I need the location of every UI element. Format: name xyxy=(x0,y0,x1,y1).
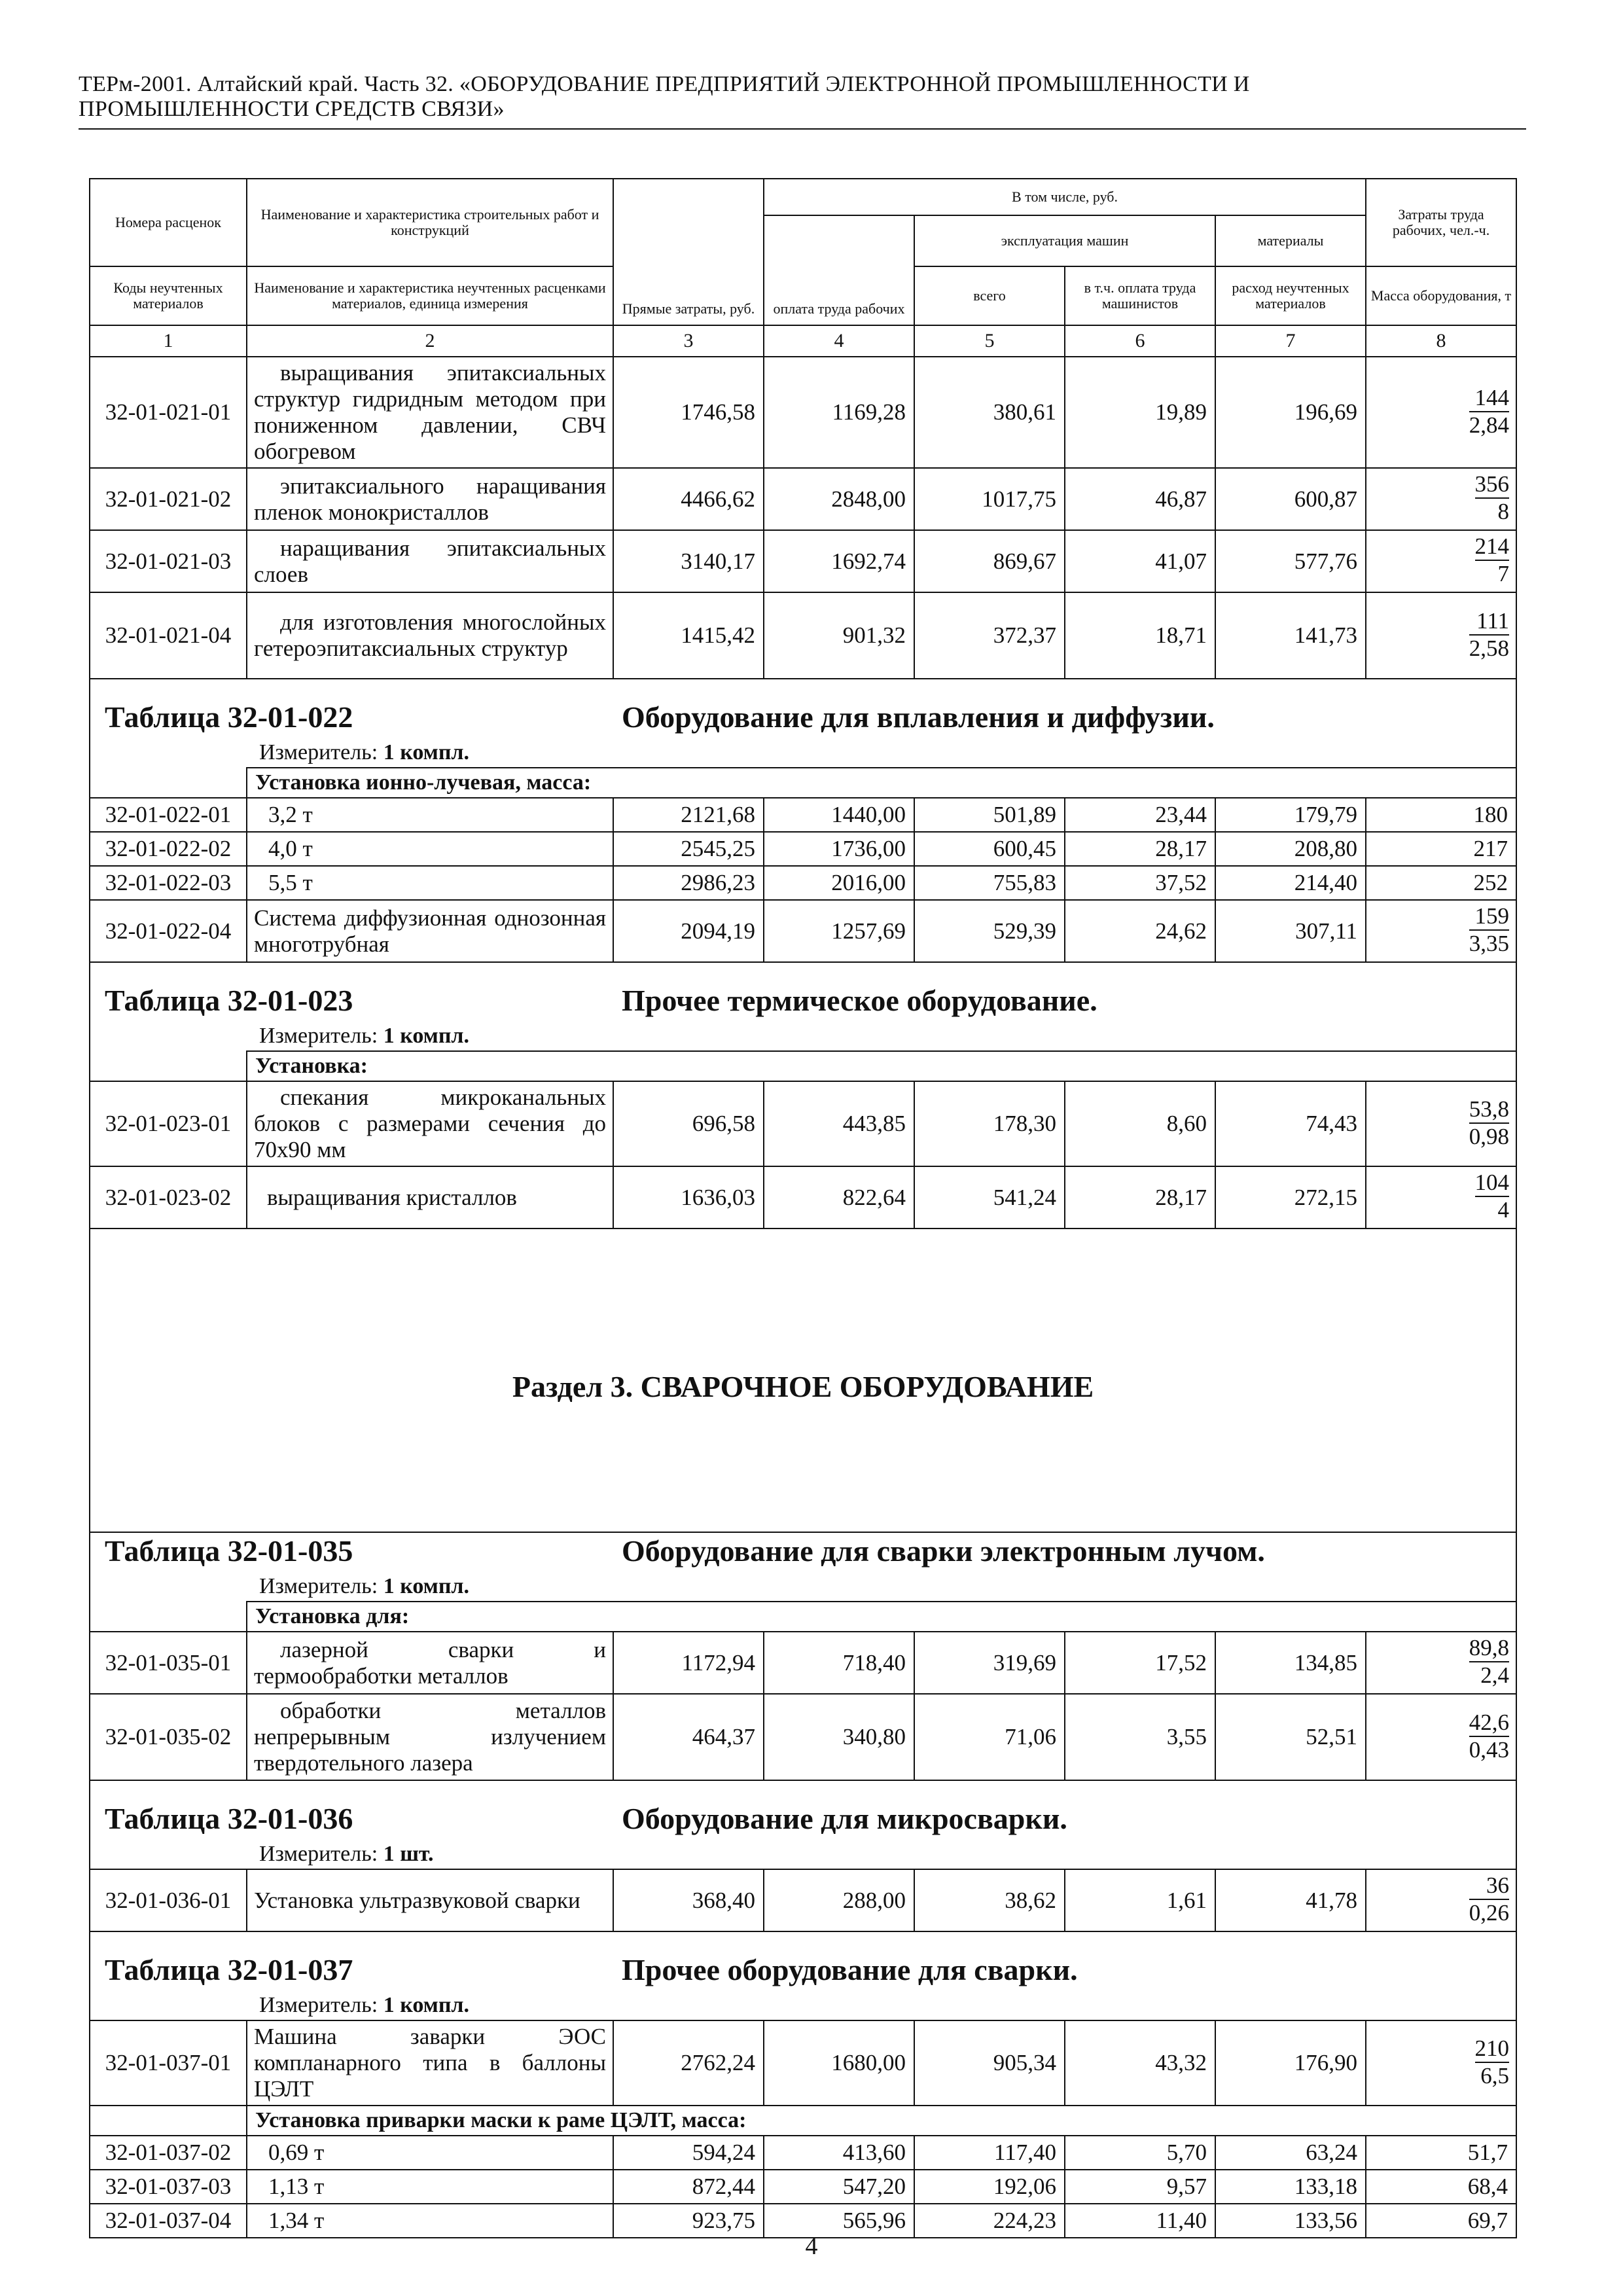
equipment-mass: 2,84 xyxy=(1469,412,1510,438)
machines-total: 192,06 xyxy=(914,2170,1065,2204)
machines-total: 71,06 xyxy=(914,1694,1065,1780)
measure-unit: 1 компл. xyxy=(383,1024,470,1048)
column-numbers-row xyxy=(90,325,1516,357)
materials: 600,87 xyxy=(1215,468,1366,530)
labor-hours: 36 xyxy=(1469,1874,1509,1900)
machinists-wages: 9,57 xyxy=(1065,2170,1215,2204)
table-caption xyxy=(90,1532,1516,1602)
group-title: Установка для: xyxy=(247,1602,1516,1632)
machinists-wages: 3,55 xyxy=(1065,1694,1215,1780)
rate-code: 32-01-021-03 xyxy=(90,530,247,592)
col-head-numbers: Номера расценок xyxy=(90,179,247,266)
table-code: Таблица 32-01-036 xyxy=(105,1802,353,1835)
rate-code: 32-01-037-01 xyxy=(90,2020,247,2106)
direct-cost: 4466,62 xyxy=(613,468,764,530)
group-row xyxy=(90,1051,1516,1081)
machinists-wages: 11,40 xyxy=(1065,2204,1215,2238)
rate-name: наращивания эпитаксиальных слоев xyxy=(247,530,613,592)
rate-code: 32-01-021-02 xyxy=(90,468,247,530)
materials: 577,76 xyxy=(1215,530,1366,592)
machines-total: 869,67 xyxy=(914,530,1065,592)
direct-cost: 368,40 xyxy=(613,1869,764,1931)
table-row xyxy=(90,1081,1516,1166)
wages: 901,32 xyxy=(764,592,914,679)
labor-hours: 214 xyxy=(1475,535,1510,561)
labor-mass xyxy=(1366,1869,1516,1931)
machinists-wages: 23,44 xyxy=(1065,798,1215,832)
materials: 214,40 xyxy=(1215,866,1366,900)
wages: 1736,00 xyxy=(764,832,914,866)
equipment-mass: 3,35 xyxy=(1469,931,1510,956)
wages: 1692,74 xyxy=(764,530,914,592)
wages: 1257,69 xyxy=(764,900,914,962)
wages: 822,64 xyxy=(764,1166,914,1229)
equipment-mass: 0,26 xyxy=(1469,1900,1510,1926)
machines-total: 755,83 xyxy=(914,866,1065,900)
machines-total: 529,39 xyxy=(914,900,1065,962)
table-title: Оборудование для сварки электронным лучом. xyxy=(622,1534,1265,1568)
document-header xyxy=(79,72,1525,122)
machinists-wages: 41,07 xyxy=(1065,530,1215,592)
rate-name: Установка ультразвуковой сварки xyxy=(247,1869,613,1931)
machinists-wages: 5,70 xyxy=(1065,2136,1215,2170)
table-caption xyxy=(90,1780,1516,1869)
labor-hours: 252 xyxy=(1366,866,1516,900)
rate-code: 32-01-023-02 xyxy=(90,1166,247,1229)
direct-cost: 696,58 xyxy=(613,1081,764,1166)
rate-code: 32-01-037-03 xyxy=(90,2170,247,2204)
table-code: Таблица 32-01-035 xyxy=(105,1534,353,1568)
col-head-mach-wages: в т.ч. оплата труда машинистов xyxy=(1065,266,1215,325)
equipment-mass: 0,98 xyxy=(1469,1123,1510,1149)
direct-cost: 923,75 xyxy=(613,2204,764,2238)
machines-total: 1017,75 xyxy=(914,468,1065,530)
rate-code: 32-01-022-04 xyxy=(90,900,247,962)
table-title: Прочее термическое оборудование. xyxy=(622,984,1097,1017)
wages: 1680,00 xyxy=(764,2020,914,2106)
col-number: 3 xyxy=(613,325,764,357)
table-caption xyxy=(90,679,1516,768)
labor-mass xyxy=(1366,1081,1516,1166)
rate-name: спекания микроканальных блоков с размерами сечения до 70х90 мм xyxy=(247,1081,613,1166)
equipment-mass: 2,58 xyxy=(1469,635,1510,661)
table-title: Прочее оборудование для сварки. xyxy=(622,1953,1078,1986)
col-number: 5 xyxy=(914,325,1065,357)
rate-code: 32-01-022-02 xyxy=(90,832,247,866)
materials: 141,73 xyxy=(1215,592,1366,679)
table-row xyxy=(90,530,1516,592)
measure-label: Измеритель: xyxy=(259,1993,378,2017)
table-row xyxy=(90,2136,1516,2170)
col-head-consumption: расход неучтенных материалов xyxy=(1215,266,1366,325)
rate-name: 3,2 т xyxy=(247,798,613,832)
rate-name: Система диффузионная однозонная многотрубная xyxy=(247,900,613,962)
machinists-wages: 46,87 xyxy=(1065,468,1215,530)
direct-cost: 1172,94 xyxy=(613,1632,764,1694)
rate-code: 32-01-023-01 xyxy=(90,1081,247,1166)
table-measure xyxy=(105,1841,1508,1867)
rate-name: 5,5 т xyxy=(247,866,613,900)
rate-name: 0,69 т xyxy=(247,2136,613,2170)
equipment-mass: 0,43 xyxy=(1469,1736,1510,1763)
table-row xyxy=(90,2170,1516,2204)
machinists-wages: 18,71 xyxy=(1065,592,1215,679)
group-row xyxy=(90,2106,1516,2136)
col-number: 7 xyxy=(1215,325,1366,357)
machines-total: 117,40 xyxy=(914,2136,1065,2170)
table-row xyxy=(90,468,1516,530)
col-head-name: Наименование и характеристика строительных работ и конструкций xyxy=(247,179,613,266)
labor-hours: 159 xyxy=(1469,905,1509,931)
labor-mass xyxy=(1366,468,1516,530)
wages: 565,96 xyxy=(764,2204,914,2238)
table-row xyxy=(90,2020,1516,2106)
materials: 307,11 xyxy=(1215,900,1366,962)
col-head-including: В том числе, руб. xyxy=(764,179,1366,215)
rate-code: 32-01-021-04 xyxy=(90,592,247,679)
labor-hours: 51,7 xyxy=(1366,2136,1516,2170)
rate-name: 4,0 т xyxy=(247,832,613,866)
machinists-wages: 28,17 xyxy=(1065,1166,1215,1229)
measure-label: Измеритель: xyxy=(259,1574,378,1598)
direct-cost: 464,37 xyxy=(613,1694,764,1780)
table-row xyxy=(90,798,1516,832)
table-row xyxy=(90,866,1516,900)
group-title: Установка приварки маски к раме ЦЭЛТ, масса: xyxy=(247,2106,1516,2136)
section-row xyxy=(90,1229,1516,1532)
wages: 340,80 xyxy=(764,1694,914,1780)
machinists-wages: 43,32 xyxy=(1065,2020,1215,2106)
machines-total: 600,45 xyxy=(914,832,1065,866)
machinists-wages: 17,52 xyxy=(1065,1632,1215,1694)
rate-name: 1,34 т xyxy=(247,2204,613,2238)
direct-cost: 3140,17 xyxy=(613,530,764,592)
rate-code: 32-01-035-01 xyxy=(90,1632,247,1694)
machinists-wages: 37,52 xyxy=(1065,866,1215,900)
group-row xyxy=(90,1602,1516,1632)
labor-hours: 69,7 xyxy=(1366,2204,1516,2238)
rate-name: лазерной сварки и термообработки металлов xyxy=(247,1632,613,1694)
col-number: 8 xyxy=(1366,325,1516,357)
measure-label: Измеритель: xyxy=(259,1842,378,1866)
wages: 1169,28 xyxy=(764,357,914,468)
materials: 74,43 xyxy=(1215,1081,1366,1166)
wages: 547,20 xyxy=(764,2170,914,2204)
machinists-wages: 8,60 xyxy=(1065,1081,1215,1166)
direct-cost: 2762,24 xyxy=(613,2020,764,2106)
direct-cost: 872,44 xyxy=(613,2170,764,2204)
col-head-labor: Затраты труда рабочих, чел.-ч. xyxy=(1366,179,1516,266)
group-title: Установка ионно-лучевая, масса: xyxy=(247,768,1516,798)
table-heading-037 xyxy=(90,1931,1516,2020)
measure-unit: 1 шт. xyxy=(383,1842,434,1866)
direct-cost: 1636,03 xyxy=(613,1166,764,1229)
table-measure xyxy=(105,740,1508,766)
table-code: Таблица 32-01-022 xyxy=(105,700,353,734)
labor-hours: 217 xyxy=(1366,832,1516,866)
machines-total: 38,62 xyxy=(914,1869,1065,1931)
wages: 718,40 xyxy=(764,1632,914,1694)
group-row xyxy=(90,768,1516,798)
wages: 413,60 xyxy=(764,2136,914,2170)
machines-total: 319,69 xyxy=(914,1632,1065,1694)
rate-code: 32-01-036-01 xyxy=(90,1869,247,1931)
table-measure xyxy=(105,1992,1508,2018)
machinists-wages: 24,62 xyxy=(1065,900,1215,962)
rate-name: выращивания эпитаксиальных структур гидридным методом при пониженном давлении, СВЧ обогревом xyxy=(247,357,613,468)
direct-cost: 1746,58 xyxy=(613,357,764,468)
table-caption xyxy=(90,962,1516,1051)
labor-hours: 180 xyxy=(1366,798,1516,832)
labor-hours: 104 xyxy=(1475,1171,1510,1197)
table-row xyxy=(90,1166,1516,1229)
machines-total: 224,23 xyxy=(914,2204,1065,2238)
labor-mass xyxy=(1366,1166,1516,1229)
direct-cost: 1415,42 xyxy=(613,592,764,679)
wages: 2848,00 xyxy=(764,468,914,530)
col-head-mach-total: всего xyxy=(914,266,1065,325)
table-row xyxy=(90,1694,1516,1780)
measure-unit: 1 компл. xyxy=(383,740,470,764)
materials: 63,24 xyxy=(1215,2136,1366,2170)
header-rule xyxy=(79,128,1526,130)
wages: 1440,00 xyxy=(764,798,914,832)
labor-hours: 68,4 xyxy=(1366,2170,1516,2204)
labor-mass xyxy=(1366,2020,1516,2106)
rates-sheet xyxy=(89,178,1516,2238)
col-head-materials: материалы xyxy=(1215,215,1366,266)
direct-cost: 594,24 xyxy=(613,2136,764,2170)
machines-total: 541,24 xyxy=(914,1166,1065,1229)
table-row xyxy=(90,1632,1516,1694)
measure-label: Измеритель: xyxy=(259,1024,378,1048)
wages: 2016,00 xyxy=(764,866,914,900)
table-caption xyxy=(90,1931,1516,2020)
machinists-wages: 28,17 xyxy=(1065,832,1215,866)
table-row xyxy=(90,592,1516,679)
wages: 443,85 xyxy=(764,1081,914,1166)
materials: 41,78 xyxy=(1215,1869,1366,1931)
rate-code: 32-01-037-02 xyxy=(90,2136,247,2170)
direct-cost: 2986,23 xyxy=(613,866,764,900)
table-row xyxy=(90,1869,1516,1931)
labor-mass xyxy=(1366,900,1516,962)
rate-code: 32-01-022-01 xyxy=(90,798,247,832)
labor-hours: 356 xyxy=(1475,473,1510,499)
table-title: Оборудование для микросварки. xyxy=(622,1802,1067,1835)
materials: 176,90 xyxy=(1215,2020,1366,2106)
col-head-machines: эксплуатация машин xyxy=(914,215,1215,266)
col-head-direct: Прямые затраты, руб. xyxy=(613,179,764,325)
direct-cost: 2545,25 xyxy=(613,832,764,866)
labor-hours: 111 xyxy=(1469,609,1509,636)
labor-mass xyxy=(1366,357,1516,468)
rate-name: 1,13 т xyxy=(247,2170,613,2204)
col-head-unaccounted: Наименование и характеристика неучтенных расценками материалов, единица измерения xyxy=(247,266,613,325)
col-head-mass: Масса оборудования, т xyxy=(1366,266,1516,325)
equipment-mass: 6,5 xyxy=(1480,2062,1510,2089)
machines-total: 905,34 xyxy=(914,2020,1065,2106)
machinists-wages: 19,89 xyxy=(1065,357,1215,468)
table-heading-023 xyxy=(90,962,1516,1051)
rate-name: для изготовления многослойных гетероэпитаксиальных структур xyxy=(247,592,613,679)
col-head-wages: оплата труда рабочих xyxy=(764,215,914,325)
measure-label: Измеритель: xyxy=(259,740,378,764)
measure-unit: 1 компл. xyxy=(383,1993,470,2017)
table-code: Таблица 32-01-037 xyxy=(105,1953,353,1986)
table-heading-036 xyxy=(90,1780,1516,1869)
rate-code: 32-01-035-02 xyxy=(90,1694,247,1780)
table-title: Оборудование для вплавления и диффузии. xyxy=(622,700,1215,734)
labor-hours: 210 xyxy=(1475,2037,1510,2063)
measure-unit: 1 компл. xyxy=(383,1574,470,1598)
materials: 208,80 xyxy=(1215,832,1366,866)
table-measure xyxy=(105,1023,1508,1049)
rate-name: выращивания кристаллов xyxy=(247,1166,613,1229)
rate-name: обработки металлов непрерывным излучением твердотельного лазера xyxy=(247,1694,613,1780)
col-number: 2 xyxy=(247,325,613,357)
equipment-mass: 7 xyxy=(1497,561,1510,586)
labor-mass xyxy=(1366,592,1516,679)
table-row xyxy=(90,900,1516,962)
labor-mass xyxy=(1366,1632,1516,1694)
labor-mass xyxy=(1366,1694,1516,1780)
labor-hours: 89,8 xyxy=(1469,1636,1509,1662)
rate-name: Машина заварки ЭОС компланарного типа в баллоны ЦЭЛТ xyxy=(247,2020,613,2106)
equipment-mass: 2,4 xyxy=(1480,1662,1510,1688)
table-row xyxy=(90,357,1516,468)
col-number: 1 xyxy=(90,325,247,357)
wages: 288,00 xyxy=(764,1869,914,1931)
table-heading-022 xyxy=(90,679,1516,768)
materials: 272,15 xyxy=(1215,1166,1366,1229)
labor-mass xyxy=(1366,530,1516,592)
rate-code: 32-01-022-03 xyxy=(90,866,247,900)
group-title: Установка: xyxy=(247,1051,1516,1081)
equipment-mass: 8 xyxy=(1497,499,1510,524)
col-number: 4 xyxy=(764,325,914,357)
rate-name: эпитаксиального наращивания пленок монокристаллов xyxy=(247,468,613,530)
materials: 133,56 xyxy=(1215,2204,1366,2238)
materials: 133,18 xyxy=(1215,2170,1366,2204)
materials: 179,79 xyxy=(1215,798,1366,832)
rates-table xyxy=(89,178,1517,2238)
machines-total: 501,89 xyxy=(914,798,1065,832)
labor-hours: 53,8 xyxy=(1469,1098,1509,1124)
table-heading-035 xyxy=(90,1532,1516,1602)
machines-total: 372,37 xyxy=(914,592,1065,679)
header-line-1: ТЕРм-2001. Алтайский край. Часть 32. «ОБОРУДОВАНИЕ ПРЕДПРИЯТИЙ ЭЛЕКТРОННОЙ ПРОМЫШЛЕННОСТИ И xyxy=(79,72,1250,96)
col-head-codes: Коды неучтенных материалов xyxy=(90,266,247,325)
page-number: 4 xyxy=(805,2233,818,2260)
labor-hours: 144 xyxy=(1469,386,1509,412)
header-line-2: ПРОМЫШЛЕННОСТИ СРЕДСТВ СВЯЗИ» xyxy=(79,97,505,121)
rate-code: 32-01-037-04 xyxy=(90,2204,247,2238)
direct-cost: 2094,19 xyxy=(613,900,764,962)
materials: 196,69 xyxy=(1215,357,1366,468)
equipment-mass: 4 xyxy=(1497,1197,1510,1223)
col-number: 6 xyxy=(1065,325,1215,357)
direct-cost: 2121,68 xyxy=(613,798,764,832)
materials: 134,85 xyxy=(1215,1632,1366,1694)
table-code: Таблица 32-01-023 xyxy=(105,984,353,1017)
rate-code: 32-01-021-01 xyxy=(90,357,247,468)
materials: 52,51 xyxy=(1215,1694,1366,1780)
machinists-wages: 1,61 xyxy=(1065,1869,1215,1931)
labor-hours: 42,6 xyxy=(1469,1711,1509,1737)
machines-total: 380,61 xyxy=(914,357,1065,468)
machines-total: 178,30 xyxy=(914,1081,1065,1166)
section-title: Раздел 3. СВАРОЧНОЕ ОБОРУДОВАНИЕ xyxy=(90,1229,1516,1532)
table-row xyxy=(90,832,1516,866)
table-measure xyxy=(105,1573,1508,1600)
